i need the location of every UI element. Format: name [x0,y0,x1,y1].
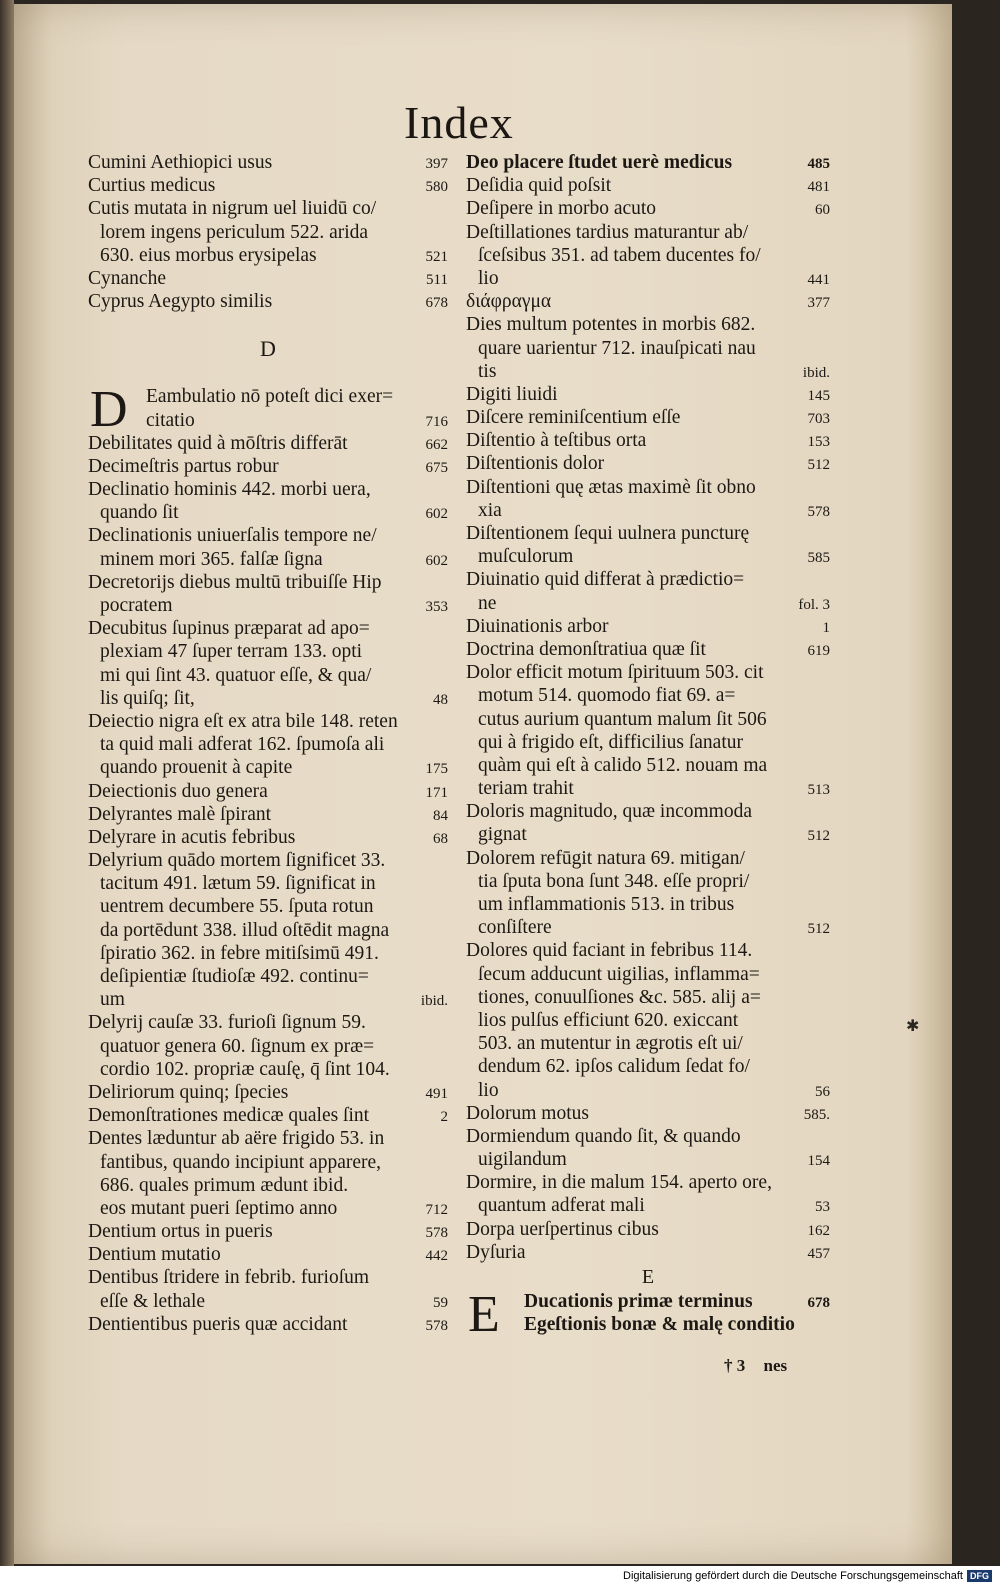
entry-text: xia [478,499,502,521]
entry-text: Eambulatio nō poteſt dici exer= [146,386,394,408]
index-entry [466,777,830,800]
entry-page-ref: 678 [425,295,448,312]
entry-text: Doctrina demonſtratiua quæ ſit [466,638,706,660]
entry-text: Debilitates quid à mōſtris differāt [88,432,348,454]
index-entry [88,524,448,547]
index-entry [88,1127,448,1150]
entry-text: qui à frigido eſt, difficilius ſanatur [478,731,743,753]
entry-text: uigilandum [478,1149,567,1171]
index-entry [88,1313,448,1336]
entry-page-ref: 481 [807,179,830,196]
entry-page-ref: 513 [807,782,830,799]
index-entry [466,197,830,220]
entry-text: Dentibus ſtridere in febrib. furioſum [88,1267,370,1289]
index-entry [466,383,830,406]
index-column-right [466,151,830,1343]
index-entry [466,870,830,893]
entry-text: Diſtentio à teſtibus orta [466,430,647,452]
entry-page-ref: 678 [807,1295,830,1311]
entry-page-ref: 585 [807,550,830,567]
entry-text: um inflammationis 513. in tribus [478,894,735,915]
entry-text: lios pulſus efficiunt 620. exiccant [478,1009,739,1031]
entry-text: Declinationis uniuerſalis tempore ne/ [88,525,377,547]
entry-text: Delyrium quādo mortem ſignificet 33. [88,850,386,872]
entry-page-ref: 48 [433,691,448,708]
index-entry [466,1079,830,1102]
index-entry [88,385,448,408]
index-entry [466,522,830,545]
entry-text: Cyprus Aegypto similis [88,291,273,313]
dropcap-block-e [466,1286,830,1343]
index-entry [88,1220,448,1243]
entry-page-ref: 442 [425,1248,448,1265]
entry-text: Decubitus ſupinus præparat ad apo= [88,618,370,640]
entry-text: lis quiſq; ſit, [100,687,195,709]
entry-page-ref: 512 [807,828,830,845]
footer-text: Digitalisierung gefördert durch die Deutsche Forschungsgemeinschaft [623,1570,963,1582]
entry-text: uentrem decumbere 55. ſputa rotun [100,896,374,918]
index-entry [466,545,830,568]
entry-text: Doloris magnitudo, quæ incommoda [466,801,752,823]
entry-page-ref: 59 [433,1294,448,1311]
entries-d [88,432,448,1336]
entry-text: Dolorum motus [466,1102,589,1124]
dropcap-d: D [90,381,128,439]
digitization-footer [0,1566,1000,1586]
index-entry [88,1151,448,1174]
index-entry [466,1290,830,1313]
entry-text: um [100,989,125,1011]
entry-text: Dentes læduntur ab aëre frigido 53. in [88,1128,385,1150]
entry-page-ref: 511 [426,271,448,288]
entry-text: Cumini Aethiopici usus [88,152,273,173]
entries-d-dropcap [88,381,448,439]
entry-text: Deliriorum quinq; ſpecies [88,1081,289,1103]
index-entry [88,919,448,942]
index-entry [88,1035,448,1058]
entry-page-ref: 377 [807,295,830,312]
entry-page-ref: 578 [425,1225,448,1242]
entry-page-ref: 712 [425,1201,448,1218]
index-entry [466,1148,830,1171]
entry-page-ref: 84 [433,807,448,824]
entry-page-ref: 716 [425,413,448,430]
index-entry [466,963,830,986]
index-entry [88,687,448,710]
index-entry [88,221,448,244]
index-entry [466,1313,830,1336]
entry-page-ref: 602 [425,552,448,569]
entry-page-ref: 578 [807,503,830,520]
entry-page-ref: fol. 3 [798,596,830,613]
index-entry [466,1032,830,1055]
index-entry [466,313,830,336]
entry-text: Deſtillationes tardius maturantur ab/ [466,221,749,243]
index-entry [466,476,830,499]
entry-page-ref: 2 [440,1109,448,1126]
entry-text: Dentientibus pueris quæ accidant [88,1313,348,1335]
index-entry [88,151,448,174]
index-entry [466,939,830,962]
index-entry [88,1011,448,1034]
index-entry [466,1055,830,1078]
index-entry [88,571,448,594]
dfg-logo: DFG [967,1570,992,1582]
entry-page-ref: 153 [807,434,830,451]
entry-page-ref: 619 [807,642,830,659]
index-entry [466,986,830,1009]
entry-text: Dyſuria [466,1241,526,1263]
entry-page-ref: 56 [815,1083,830,1100]
index-entry [466,406,830,429]
index-entry [88,409,448,432]
index-entry [466,731,830,754]
entry-text: Dormiendum quando ſit, & quando [466,1125,741,1147]
index-entry [466,754,830,777]
entry-page-ref: 53 [815,1199,830,1216]
entry-page-ref: 68 [433,830,448,847]
entry-text: Dentium ortus in pueris [88,1221,273,1243]
entry-text: Deſipere in morbo acuto [466,198,657,220]
index-entry [88,780,448,803]
entry-text: ſceſsibus 351. ad tabem ducentes fo/ [478,244,761,266]
entry-text: 686. quales primum ædunt ibid. [100,1174,349,1196]
entry-page-ref: 662 [425,436,448,453]
index-entry [88,895,448,918]
entry-text: quatuor genera 60. ſignum ex præ= [100,1035,375,1057]
entry-text: Cynanche [88,267,166,289]
entry-text: Dolores quid faciant in febribus 114. [466,940,753,962]
entry-text: tis [478,360,497,382]
entry-text: Curtius medicus [88,175,216,197]
index-entry [466,360,830,383]
index-entry [88,756,448,779]
index-entry [88,1290,448,1313]
index-entry [466,708,830,731]
entry-page-ref: 1 [822,619,830,636]
entry-text: citatio [146,409,195,431]
index-entry [466,290,830,313]
index-entry [466,221,830,244]
entry-page-ref: 60 [815,202,830,219]
entry-page-ref: 512 [807,457,830,474]
index-entry [88,872,448,895]
entry-text: ſpiratio 362. in febre mitiſsimū 491. [100,942,379,964]
entry-text: Decretorijs diebus multū tribuiſſe Hip [88,571,382,593]
entry-page-ref: 457 [807,1245,830,1262]
entry-text: Diſtentioni quę ætas maximè ſit obno [466,476,756,498]
index-entry [466,615,830,638]
index-entry [88,710,448,733]
catchword-line [710,1356,787,1376]
section-heading-e: E [641,1265,655,1288]
entry-text: cordio 102. propriæ cauſę, q̄ ſint 104. [100,1058,390,1080]
entry-text: gignat [478,824,527,846]
entry-page-ref: 491 [425,1085,448,1102]
index-entry [466,568,830,591]
entry-text: eſſe & lethale [100,1290,206,1312]
index-entry [466,1218,830,1241]
entry-text: quàm qui eſt à calido 512. nouam ma [478,754,768,776]
index-entry [466,916,830,939]
index-entry [88,1266,448,1289]
entry-page-ref: ibid. [420,993,448,1010]
index-entry [466,684,830,707]
index-entry [466,661,830,684]
index-entry [88,432,448,455]
index-entry [88,290,448,313]
section-heading-d: D [260,336,276,362]
index-entry [466,499,830,522]
entry-page-ref: 585. [803,1106,830,1123]
entry-text: 503. an mutentur in ægrotis eſt ui/ [478,1033,743,1055]
dropcap-block-d [88,381,448,439]
entry-text: deſipientiæ ſtudioſæ 492. continu= [100,966,369,987]
index-entry [466,1125,830,1148]
entry-page-ref: 175 [425,761,448,778]
catchword: nes [763,1356,788,1375]
entry-text: Dormire, in die malum 154. aperto ore, [466,1172,772,1194]
entries-c [88,151,448,313]
entry-text: mi qui ſint 43. quatuor eſſe, & qua/ [100,664,372,686]
entry-text: Diſcere reminiſcentium eſſe [466,407,681,429]
entry-text: ſecum adducunt uigilias, inflamma= [478,963,760,985]
entry-page-ref: 521 [425,248,448,265]
entries-d-continued [466,151,830,1264]
entry-text: muſculorum [478,546,574,568]
entry-text: quando ſit [100,502,179,524]
index-entry [466,1171,830,1194]
entry-page-ref: 154 [807,1153,830,1170]
index-entry [88,988,448,1011]
entry-text: quando prouenit à capite [100,757,293,779]
index-entry [88,548,448,571]
entry-text: plexiam 47 ſuper terram 133. opti [100,641,363,663]
entry-page-ref: 512 [807,921,830,938]
index-entry [88,478,448,501]
entry-text: da portēdunt 338. illud oſtēdit magna [100,919,390,941]
index-entry [88,174,448,197]
entry-text: conſiſtere [478,917,552,939]
entry-text: lio [478,267,499,289]
entry-text: Ducationis primæ terminus [524,1291,753,1312]
entry-text: Declinatio hominis 442. morbi uera, [88,479,371,501]
entry-text: dendum 62. ipſos calidum ſedat fo/ [478,1056,750,1078]
page-title: Index [404,97,514,148]
entry-text: Diſtentionem ſequi uulnera puncturę [466,523,750,544]
dropcap-e: E [468,1286,500,1343]
entry-text: ta quid mali adferat 162. ſpumoſa ali [100,734,385,756]
index-entry [88,1174,448,1197]
index-entry [88,849,448,872]
entry-page-ref: 578 [425,1317,448,1334]
entry-text: 630. eius morbus erysipelas [100,244,317,266]
index-entry [88,1058,448,1081]
index-entry [466,1102,830,1125]
index-entry [88,617,448,640]
entry-text: Dolorem refūgit natura 69. mitigan/ [466,847,745,869]
index-entry [466,452,830,475]
entry-text: tacitum 491. lætum 59. ſignificat in [100,873,376,895]
entry-page-ref: 602 [425,506,448,523]
index-column-left [88,151,448,1336]
entry-text: Deſidia quid poſsit [466,175,612,197]
entry-page-ref: 162 [807,1222,830,1239]
entry-text: cutus aurium quantum malum ſit 506 [478,708,767,730]
index-entry [466,1241,830,1264]
index-entry [466,174,830,197]
entry-text: Egeſtionis bonæ & malę conditio [524,1314,795,1336]
index-entry [466,337,830,360]
index-entry [88,197,448,220]
entry-text: Delyrij cauſæ 33. furioſi ſignum 59. [88,1012,366,1034]
entry-page-ref: 353 [425,599,448,615]
index-entry [88,1104,448,1127]
entry-text: Diuinationis arbor [466,615,609,637]
entry-text: quantum adferat mali [478,1195,645,1217]
entry-text: Cutis mutata in nigrum uel liuidū co/ [88,198,377,220]
signature-mark: † 3 [724,1356,746,1375]
entry-text: Decimeſtris partus robur [88,455,279,477]
entry-page-ref: 485 [807,156,830,172]
ink-blot-mark: ✱ [906,1018,920,1035]
entry-text: tia ſputa bona ſunt 348. eſſe propri/ [478,870,750,892]
entry-text: teriam trahit [478,778,574,800]
index-entry [88,244,448,267]
entry-text: Digiti liuidi [466,383,558,405]
entry-page-ref: 145 [807,387,830,404]
entry-text: Diuinatio quid differat à prædictio= [466,569,745,591]
index-entry [466,429,830,452]
book-spine-edge [0,0,14,1566]
entry-text: motum 514. quomodo fiat 69. a= [478,685,736,707]
scan-margin-right [952,0,1000,1566]
entry-text: Demonſtrationes medicæ quales ſint [88,1105,370,1127]
index-entry [88,1197,448,1220]
index-entry [88,733,448,756]
entry-text: Dentium mutatio [88,1244,221,1266]
entry-text: ne [478,592,497,614]
index-entry [466,1194,830,1217]
entry-text: tiones, conuulſiones &c. 585. alij a= [478,986,761,1008]
index-entry [88,1243,448,1266]
index-entry [88,501,448,524]
index-entry [88,965,448,988]
index-entry [466,893,830,916]
index-entry [88,826,448,849]
entry-page-ref: 580 [425,179,448,196]
entry-text: Deiectionis duo genera [88,780,268,802]
entry-page-ref: 397 [425,156,448,172]
index-entry [466,244,830,267]
index-entry [466,638,830,661]
entries-e [466,1286,830,1343]
index-entry [88,267,448,290]
entry-text: lorem ingens periculum 522. arida [100,221,369,243]
entry-text: Dies multum potentes in morbis 682. [466,314,756,336]
index-entry [466,847,830,870]
entry-text: Delyrantes malè ſpirant [88,803,272,825]
index-entry [466,800,830,823]
entry-text: quare uarientur 712. inauſpicati nau [478,337,756,359]
index-entry [88,803,448,826]
entry-text: Deo placere ſtudet uerè medicus [466,152,733,173]
index-entry [466,151,830,174]
entry-text: lio [478,1079,499,1101]
index-entry [466,1009,830,1032]
entry-text: Deiectio nigra eſt ex atra bile 148. reten [88,710,398,732]
index-entry [88,594,448,617]
index-entry [88,1081,448,1104]
index-entry [466,592,830,615]
index-entry [88,640,448,663]
entry-page-ref: 675 [425,459,448,476]
entry-text: fantibus, quando incipiunt apparere, [100,1151,382,1173]
entry-text: Delyrare in acutis febribus [88,826,296,848]
entry-page-ref: 441 [807,271,830,288]
entry-text: pocratem [100,595,173,616]
entry-page-ref: ibid. [802,364,830,381]
index-entry [88,664,448,687]
index-entry [466,823,830,846]
entry-text: Dolor efficit motum ſpirituum 503. cit [466,662,764,684]
index-entry [88,942,448,965]
entry-text: minem mori 365. falſæ ſigna [100,548,323,570]
entry-text: Diſtentionis dolor [466,453,605,475]
entry-text: διάφραγμα [466,291,552,313]
entry-page-ref: 703 [807,411,830,428]
entry-text: eos mutant pueri ſeptimo anno [100,1197,338,1219]
entry-page-ref: 171 [425,784,448,801]
index-entry [466,267,830,290]
entry-text: Dorpa uerſpertinus cibus [466,1218,659,1240]
index-entry [88,455,448,478]
